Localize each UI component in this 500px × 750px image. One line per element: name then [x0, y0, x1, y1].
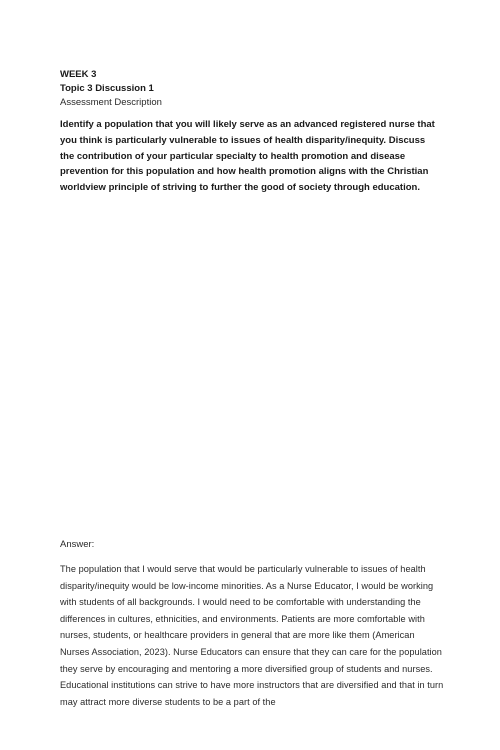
week-heading: WEEK 3	[60, 69, 97, 80]
assignment-header	[60, 68, 440, 196]
answer-label: Answer:	[60, 539, 95, 550]
assessment-description-label: Assessment Description	[60, 97, 162, 108]
topic-heading: Topic 3 Discussion 1	[60, 83, 154, 94]
assessment-prompt: Identify a population that you will likely serve as an advanced registered nurse that you think is particularly vulnerable to issues of health disparity/inequity. Discuss the contribution of your particular specialty to health promotion and disease prevention for this population and how health promotion aligns with the Christian worldview principle of striving to further the good of society through education.	[60, 119, 435, 194]
answer-section	[60, 538, 445, 710]
answer-body: The population that I would serve that would be particularly vulnerable to issues of health disparity/inequity would be low-income minorities. As a Nurse Educator, I would be working with students of all backgrounds. I would need to be comfortable with understanding the differences in cultures, ethnicities, and environments. Patients are more comfortable with nurses, students, or healthcare providers in general that are more like them (American Nurses Association, 2023). Nurse Educators can ensure that they can care for the population they serve by encouraging and mentoring a more diversified group of students and nurses. Educational institutions can strive to have more instructors that are diversified and that in turn may attract more diverse students to be a part of the	[60, 564, 444, 707]
